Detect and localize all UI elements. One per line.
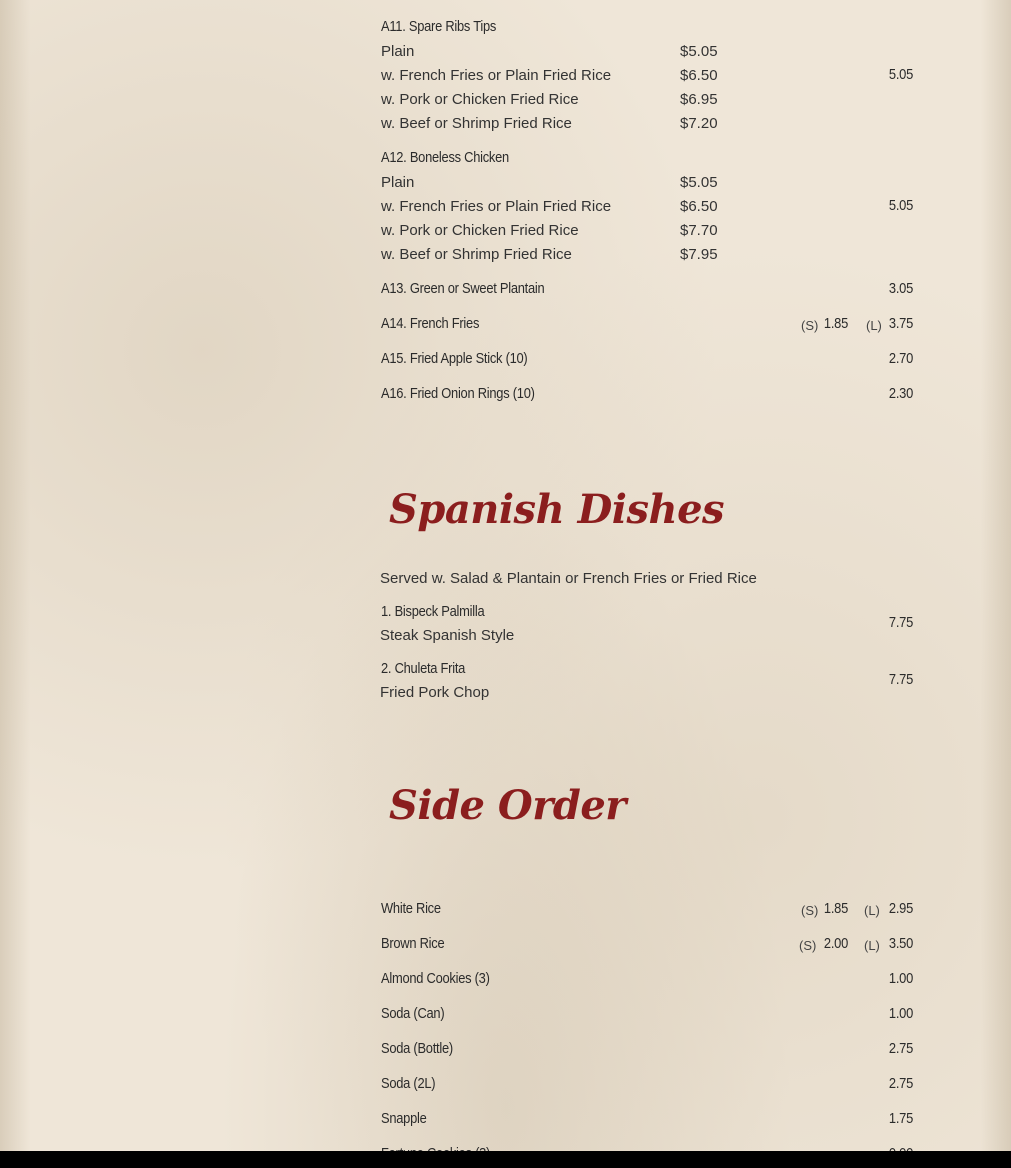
spanish-item-1-title: 1. Bispeck Palmilla: [381, 603, 485, 620]
a14-large-tag: (L): [866, 318, 882, 333]
spanish-item-1-price: 7.75: [888, 614, 913, 631]
item-a15-title: A15. Fried Apple Stick (10): [381, 350, 528, 367]
side-item-price: 1.75: [888, 1110, 913, 1127]
a11-option-fries-price: $6.50: [680, 67, 718, 84]
side-item-price: 2.75: [888, 1075, 913, 1092]
white-rice-large-price: 2.95: [888, 900, 913, 917]
side-item-title: Soda (2L): [381, 1075, 436, 1092]
a11-option-pork-price: $6.95: [680, 91, 718, 108]
side-white-rice-title: White Rice: [381, 900, 441, 917]
item-a15-price: 2.70: [888, 350, 913, 367]
side-item-price: 1.00: [888, 970, 913, 987]
a12-option-beef-price: $7.95: [680, 246, 718, 263]
spanish-item-1-desc: Steak Spanish Style: [380, 627, 515, 644]
side-brown-rice-title: Brown Rice: [381, 935, 445, 952]
a11-option-beef: w. Beef or Shrimp Fried Rice: [381, 115, 572, 132]
brown-rice-large-tag: (L): [864, 938, 880, 953]
brown-rice-large-price: 3.50: [888, 935, 913, 952]
brown-rice-small-price: 2.00: [823, 935, 848, 952]
a14-large-price: 3.75: [888, 315, 913, 332]
a14-small-tag: (S): [801, 318, 819, 333]
a12-option-pork: w. Pork or Chicken Fried Rice: [381, 222, 579, 239]
item-a12-price: 5.05: [888, 197, 913, 214]
a12-option-beef: w. Beef or Shrimp Fried Rice: [381, 246, 572, 263]
side-order-heading: Side Order: [389, 782, 626, 829]
a12-option-plain: Plain: [381, 174, 415, 191]
item-a14-title: A14. French Fries: [381, 315, 480, 332]
side-item-price: 2.75: [888, 1040, 913, 1057]
white-rice-large-tag: (L): [864, 903, 880, 918]
spanish-dishes-heading: Spanish Dishes: [389, 486, 725, 533]
spanish-item-2-desc: Fried Pork Chop: [380, 684, 490, 701]
item-a11-price: 5.05: [888, 66, 913, 83]
a12-option-pork-price: $7.70: [680, 222, 718, 239]
a11-option-beef-price: $7.20: [680, 115, 718, 132]
white-rice-small-tag: (S): [801, 903, 819, 918]
item-a11-title: A11. Spare Ribs Tips: [381, 18, 497, 35]
side-item-title: Almond Cookies (3): [381, 970, 490, 987]
a11-option-pork: w. Pork or Chicken Fried Rice: [381, 91, 579, 108]
item-a13-title: A13. Green or Sweet Plantain: [381, 280, 545, 297]
item-a16-price: 2.30: [888, 385, 913, 402]
item-a12-title: A12. Boneless Chicken: [381, 149, 509, 166]
a14-small-price: 1.85: [823, 315, 848, 332]
side-item-title: Soda (Bottle): [381, 1040, 453, 1057]
item-a13-price: 3.05: [888, 280, 913, 297]
side-item-price: 1.00: [888, 1005, 913, 1022]
a11-option-plain-price: $5.05: [680, 43, 718, 60]
bottom-bar: [0, 1151, 1011, 1168]
spanish-item-2-title: 2. Chuleta Frita: [381, 660, 466, 677]
brown-rice-small-tag: (S): [799, 938, 817, 953]
a12-option-fries: w. French Fries or Plain Fried Rice: [381, 198, 612, 215]
a11-option-plain: Plain: [381, 43, 415, 60]
a12-option-fries-price: $6.50: [680, 198, 718, 215]
a11-option-fries: w. French Fries or Plain Fried Rice: [381, 67, 612, 84]
white-rice-small-price: 1.85: [823, 900, 848, 917]
spanish-item-2-price: 7.75: [888, 671, 913, 688]
item-a16-title: A16. Fried Onion Rings (10): [381, 385, 535, 402]
a12-option-plain-price: $5.05: [680, 174, 718, 191]
side-item-title: Soda (Can): [381, 1005, 445, 1022]
side-item-title: Snapple: [381, 1110, 427, 1127]
spanish-note: Served w. Salad & Plantain or French Fries or Fried Rice: [380, 570, 757, 587]
